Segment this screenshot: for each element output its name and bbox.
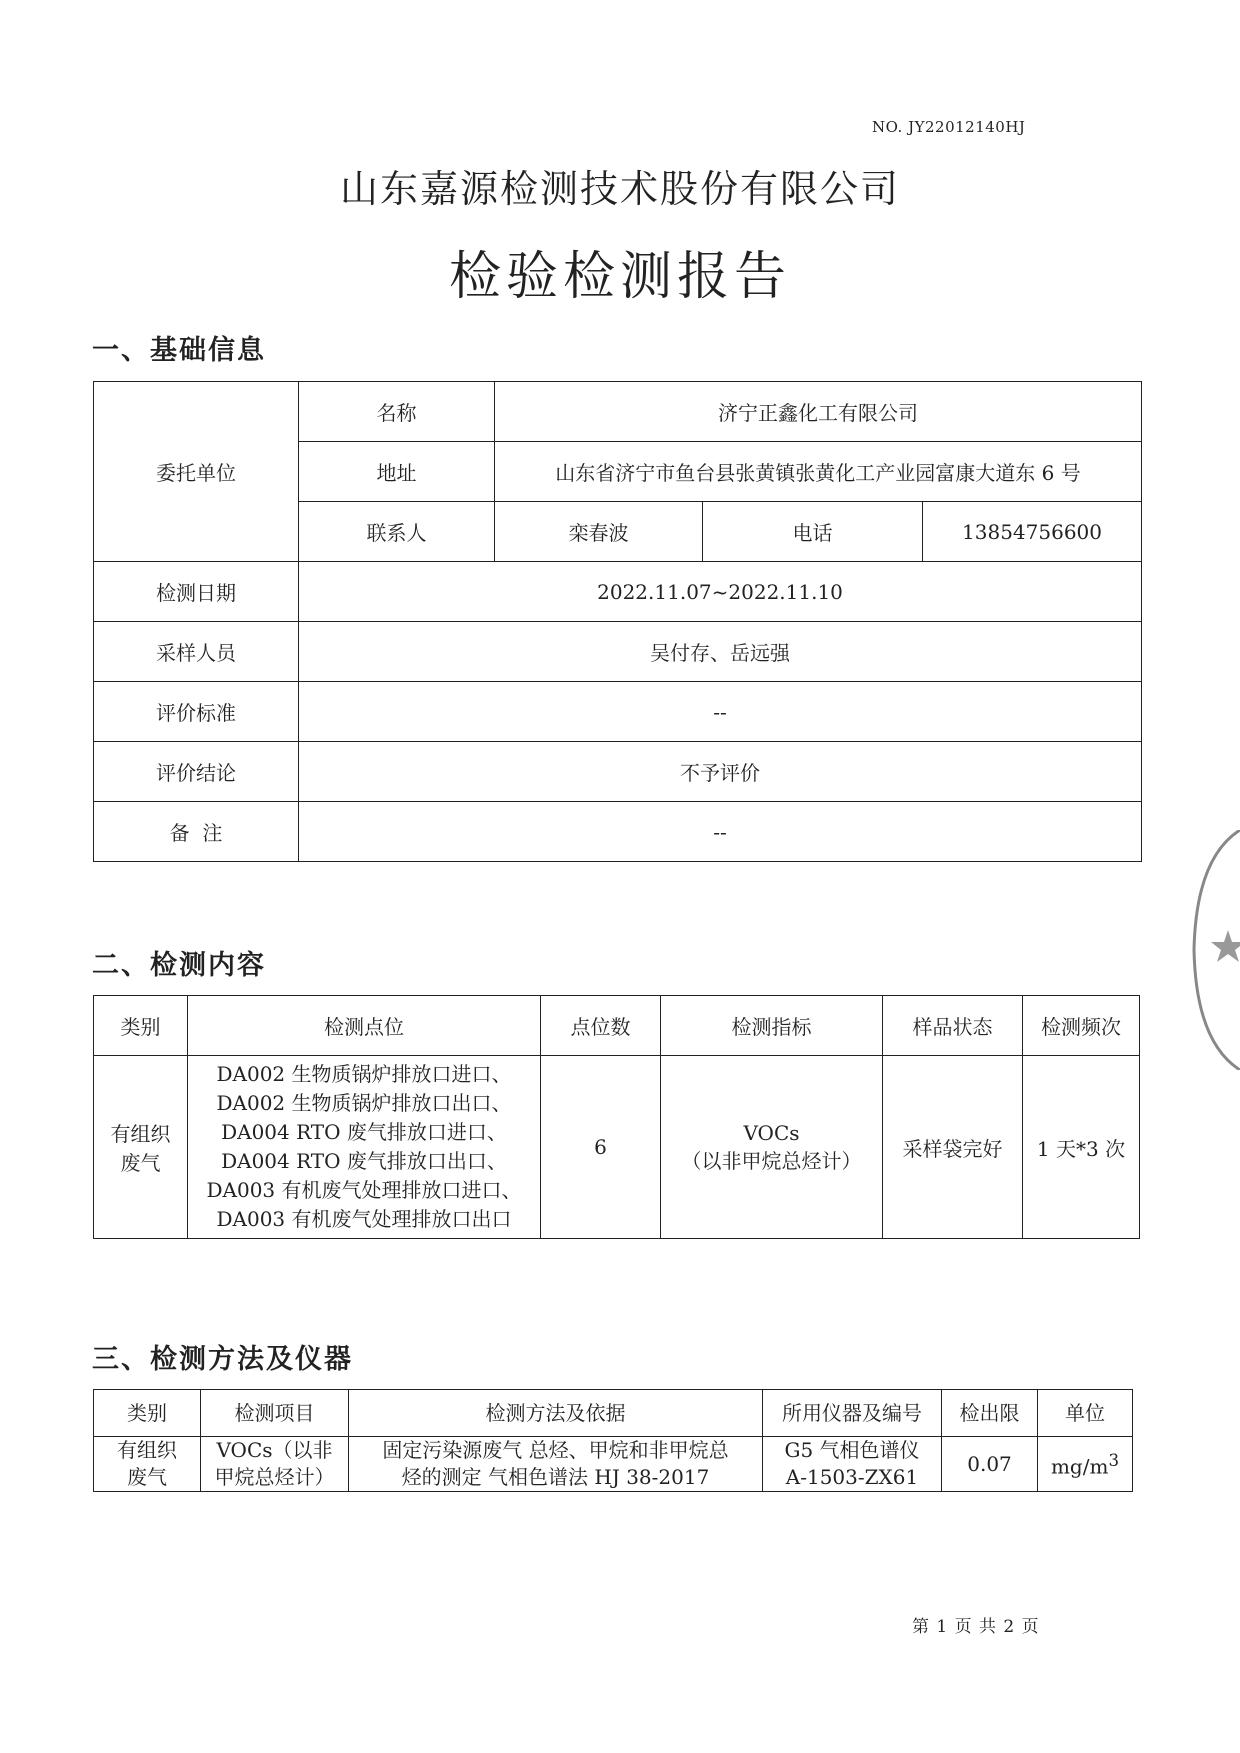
point-item: DA003 有机废气处理排放口出口	[216, 1207, 512, 1231]
header-points: 检测点位	[188, 996, 541, 1056]
header-limit: 检出限	[942, 1390, 1038, 1437]
name-label: 名称	[299, 382, 495, 442]
header-method: 检测方法及依据	[349, 1390, 763, 1437]
point-item: DA002 生物质锅炉排放口进口、	[216, 1062, 512, 1086]
sampler-value: 吴付存、岳远强	[299, 622, 1142, 682]
point-item: DA004 RTO 废气排放口进口、	[221, 1120, 507, 1144]
report-title: 检验检测报告	[448, 247, 791, 307]
section1-title: 一、基础信息	[92, 335, 266, 366]
category-cell	[94, 1437, 201, 1492]
phone-label: 电话	[703, 502, 923, 562]
header-item: 检测项目	[201, 1390, 349, 1437]
table-row	[94, 1437, 1133, 1492]
limit-cell: 0.07	[942, 1437, 1038, 1492]
table-row	[94, 802, 1142, 862]
header-frequency: 检测频次	[1023, 996, 1140, 1056]
remarks-label: 备 注	[94, 802, 299, 862]
test-content-table	[93, 995, 1140, 1239]
header-category: 类别	[94, 996, 188, 1056]
category-line: 废气	[120, 1151, 161, 1175]
date-label: 检测日期	[94, 562, 299, 622]
header-point-count: 点位数	[541, 996, 661, 1056]
address-label: 地址	[299, 442, 495, 502]
category-cell	[94, 1056, 188, 1239]
page-number: 第 1 页 共 2 页	[912, 1617, 1040, 1637]
unit-base: mg/m	[1050, 1454, 1109, 1479]
table-header-row	[94, 1390, 1133, 1437]
sample-state-cell: 采样袋完好	[883, 1056, 1023, 1239]
section2-title: 二、检测内容	[92, 950, 266, 981]
point-item: DA002 生物质锅炉排放口出口、	[216, 1091, 512, 1115]
method-table	[93, 1389, 1133, 1492]
basic-info-table	[93, 381, 1142, 862]
report-number: NO. JY22012140HJ	[872, 118, 1026, 136]
standard-value: --	[299, 682, 1142, 742]
contact-value: 栾春波	[495, 502, 703, 562]
company-name: 山东嘉源检测技术股份有限公司	[339, 167, 900, 211]
indicator-line: （以非甲烷总烃计）	[681, 1148, 862, 1173]
phone-value: 13854756600	[923, 502, 1142, 562]
point-count-cell: 6	[541, 1056, 661, 1239]
header-instrument: 所用仪器及编号	[763, 1390, 942, 1437]
instrument-cell	[763, 1437, 942, 1492]
point-item: DA004 RTO 废气排放口出口、	[221, 1149, 507, 1173]
client-label: 委托单位	[94, 382, 299, 562]
conclusion-label: 评价结论	[94, 742, 299, 802]
points-cell	[188, 1056, 541, 1239]
indicator-cell	[661, 1056, 883, 1239]
instrument-line: G5 气相色谱仪	[784, 1438, 920, 1462]
category-line: 废气	[127, 1465, 167, 1489]
header-sample-state: 样品状态	[883, 996, 1023, 1056]
method-line: 固定污染源废气 总烃、甲烷和非甲烷总	[382, 1438, 729, 1462]
section3-title: 三、检测方法及仪器	[92, 1344, 353, 1375]
table-header-row	[94, 996, 1140, 1056]
header-category: 类别	[94, 1390, 201, 1437]
remarks-value: --	[299, 802, 1142, 862]
seal-icon	[1188, 830, 1240, 1070]
header-indicator: 检测指标	[661, 996, 883, 1056]
conclusion-value: 不予评价	[299, 742, 1142, 802]
item-line: 甲烷总烃计）	[214, 1465, 335, 1489]
table-row	[94, 682, 1142, 742]
method-cell	[349, 1437, 763, 1492]
category-line: 有组织	[110, 1122, 171, 1146]
table-row	[94, 742, 1142, 802]
table-row	[94, 562, 1142, 622]
name-value: 济宁正鑫化工有限公司	[495, 382, 1142, 442]
indicator-line: VOCs	[743, 1120, 800, 1145]
table-row	[94, 382, 1142, 442]
unit-cell	[1038, 1437, 1133, 1492]
item-cell	[201, 1437, 349, 1492]
item-line: VOCs（以非	[216, 1438, 333, 1462]
method-line: 烃的测定 气相色谱法 HJ 38-2017	[401, 1465, 710, 1489]
frequency-cell: 1 天*3 次	[1023, 1056, 1140, 1239]
category-line: 有组织	[117, 1438, 177, 1462]
contact-label: 联系人	[299, 502, 495, 562]
table-row	[94, 622, 1142, 682]
instrument-line: A-1503-ZX61	[785, 1465, 919, 1489]
table-row	[94, 1056, 1140, 1239]
unit-superscript: 3	[1108, 1451, 1120, 1471]
address-value: 山东省济宁市鱼台县张黄镇张黄化工产业园富康大道东 6 号	[495, 442, 1142, 502]
header-unit: 单位	[1038, 1390, 1133, 1437]
point-item: DA003 有机废气处理排放口进口、	[206, 1178, 522, 1202]
standard-label: 评价标准	[94, 682, 299, 742]
date-value: 2022.11.07~2022.11.10	[299, 562, 1142, 622]
seal-stamp-fragment	[1188, 830, 1240, 1070]
sampler-label: 采样人员	[94, 622, 299, 682]
